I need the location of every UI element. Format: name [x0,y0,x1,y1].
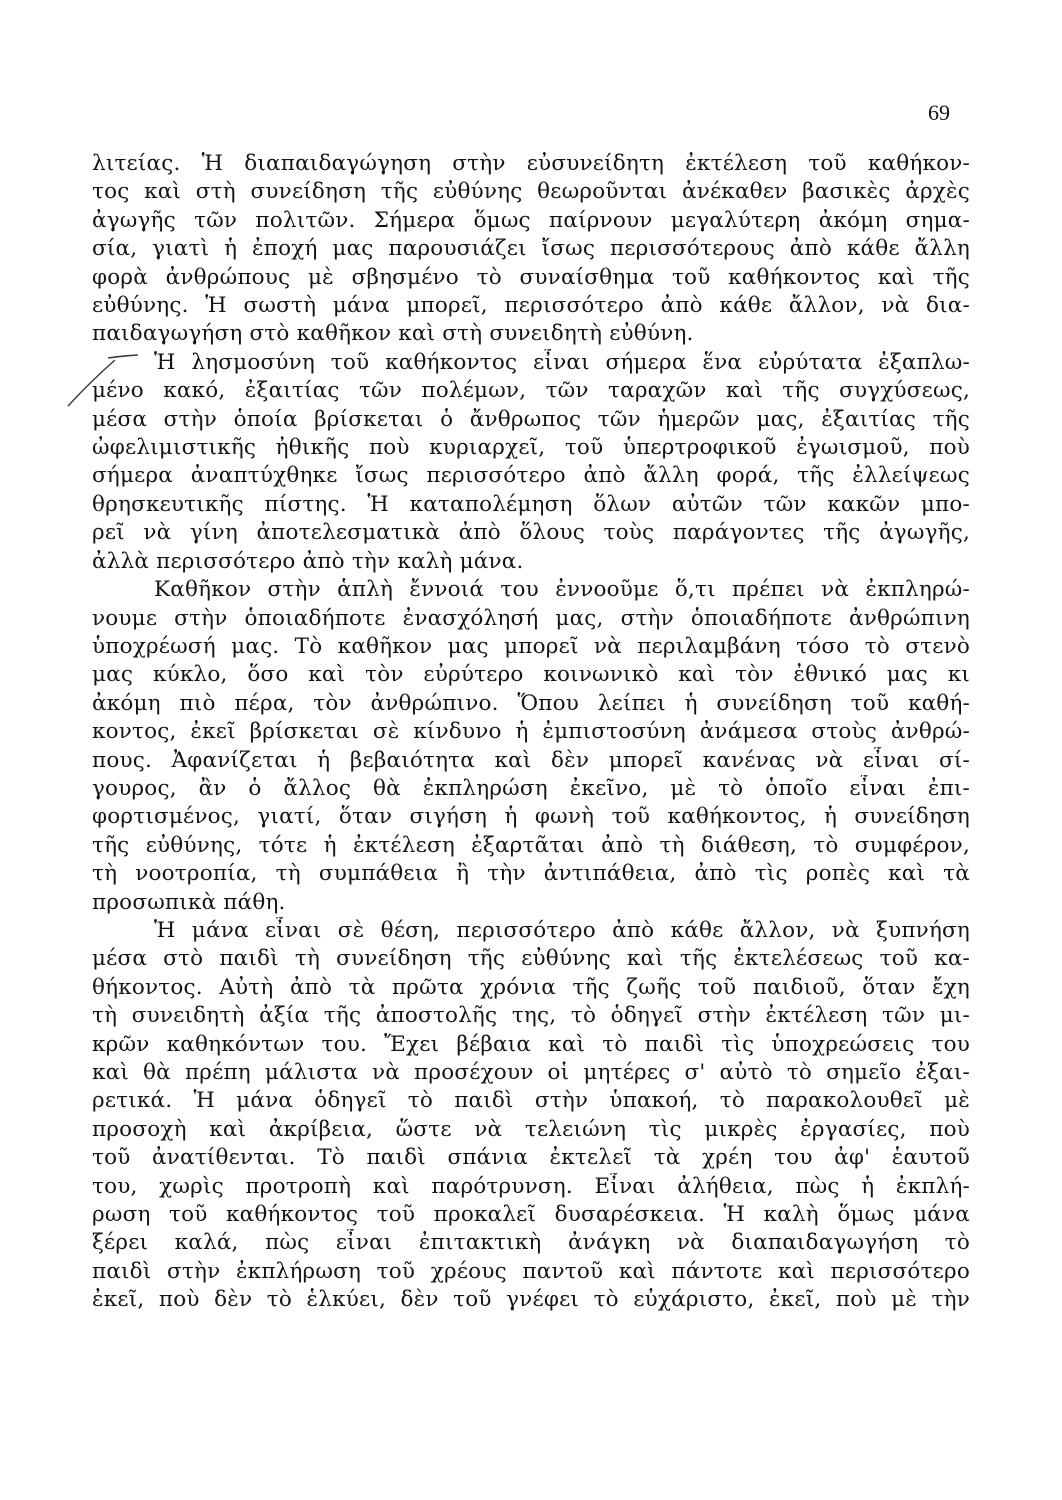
text-line: του, χωρὶς προτροπὴ καὶ παρότρυνση. Εἶναι ἀλήθεια, πὼς ἡ ἐκπλή- [92,1173,970,1199]
text-line: μέσα στὸ παιδὶ τὴ συνείδηση τῆς εὐθύνης καὶ τῆς ἐκτελέσεως τοῦ κα- [92,946,970,972]
text-line: λιτείας. Ἡ διαπαιδαγώγηση στὴν εὐσυνείδητη ἐκτέλεση τοῦ καθήκον- [92,151,970,176]
text-line: νουμε στὴν ὁποιαδήποτε ἐνασχόλησή μας, στὴν ὁποιαδήποτε ἀνθρώπινη [92,605,970,631]
text-line: ξέρει καλά, πὼς εἶναι ἐπιτακτικὴ ἀνάγκη νὰ διαπαιδαγωγήση τὸ [92,1230,970,1256]
text-line: καὶ θὰ πρέπη μάλιστα νὰ προσέχουν οἱ μητέρες σ' αὐτὸ τὸ σημεῖο ἐξαι- [92,1060,970,1085]
text-line: ἐκεῖ, ποὺ δὲν τὸ ἑλκύει, δὲν τοῦ γνέφει τὸ εὐχάριστο, ἐκεῖ, ποὺ μὲ τὴν [92,1287,970,1313]
body-text [92,150,970,1315]
text-line: Καθῆκον στὴν ἁπλὴ ἔννοιά του ἐννοοῦμε ὅ,τι πρέπει νὰ ἐκπληρώ- [154,577,970,603]
text-line: τῆς εὐθύνης, τότε ἡ ἐκτέλεση ἐξαρτᾶται ἀπὸ τὴ διάθεση, τὸ συμφέρον, [92,832,970,858]
text-line: ρωση τοῦ καθήκοντος τοῦ προκαλεῖ δυσαρέσκεια. Ἡ καλὴ ὅμως μάνα [92,1202,970,1228]
text-line: φορὰ ἀνθρώπους μὲ σβησμένο τὸ συναίσθημα τοῦ καθήκοντος καὶ τῆς [92,264,970,290]
text-line: ἀκόμη πιὸ πέρα, τὸν ἀνθρώπινο. Ὅπου λείπει ἡ συνείδηση τοῦ καθή- [92,690,970,716]
text-line: γουρος, ἂν ὁ ἄλλος θὰ ἐκπληρώση ἐκεῖνο, μὲ τὸ ὁποῖο εἶναι ἐπι- [92,775,970,801]
text-line: Ἡ μάνα εἶναι σὲ θέση, περισσότερο ἀπὸ κάθε ἄλλον, νὰ ξυπνήση [154,917,970,943]
text-line: τοῦ ἀνατίθενται. Τὸ παιδὶ σπάνια ἐκτελεῖ τὰ χρέη του ἀφ' ἑαυτοῦ [92,1145,970,1171]
text-line: ὑποχρέωσή μας. Τὸ καθῆκον μας μπορεῖ νὰ περιλαμβάνη τόσο τὸ στενὸ [92,633,970,659]
text-line: κρῶν καθηκόντων του. Ἔχει βέβαια καὶ τὸ παιδὶ τὶς ὑποχρεώσεις του [92,1031,970,1057]
text-line: θρησκευτικῆς πίστης. Ἡ καταπολέμηση ὅλων αὐτῶν τῶν κακῶν μπο- [92,491,970,517]
text-line: προσοχὴ καὶ ἀκρίβεια, ὥστε νὰ τελειώνη τὶς μικρὲς ἐργασίες, ποὺ [92,1116,970,1142]
text-line: κοντος, ἐκεῖ βρίσκεται σὲ κίνδυνο ἡ ἐμπιστοσύνη ἀνάμεσα στοὺς ἀνθρώ- [92,719,970,745]
text-line: ὠφελιμιστικῆς ἠθικῆς ποὺ κυριαρχεῖ, τοῦ ὑπερτροφικοῦ ἐγωισμοῦ, ποὺ [92,435,970,461]
text-line: Ἡ λησμοσύνη τοῦ καθήκοντος εἶναι σήμερα ἕνα εὐρύτατα ἐξαπλω- [154,349,970,375]
text-line: ρεῖ νὰ γίνη ἀποτελεσματικὰ ἀπὸ ὅλους τοὺς παράγοντες τῆς ἀγωγῆς, [92,520,970,546]
text-line: ἀλλὰ περισσότερο ἀπὸ τὴν καλὴ μάνα. [92,548,524,574]
page-number: 69 [928,100,950,125]
text-line: μας κύκλο, ὅσο καὶ τὸν εὐρύτερο κοινωνικὸ καὶ τὸν ἐθνικό μας κι [92,662,970,688]
text-line: θήκοντος. Αὐτὴ ἀπὸ τὰ πρῶτα χρόνια τῆς ζωῆς τοῦ παιδιοῦ, ὅταν ἔχη [92,974,970,1000]
text-line: ἀγωγῆς τῶν πολιτῶν. Σήμερα ὅμως παίρνουν μεγαλύτερη ἀκόμη σημα- [92,207,970,233]
text-line: τὴ συνειδητὴ ἀξία τῆς ἀποστολῆς της, τὸ ὁδηγεῖ στὴν ἐκτέλεση τῶν μι- [92,1003,970,1029]
text-line: ρετικά. Ἡ μάνα ὁδηγεῖ τὸ παιδὶ στὴν ὑπακοή, τὸ παρακολουθεῖ μὲ [92,1088,970,1114]
text-line: τος καὶ στὴ συνείδηση τῆς εὐθύνης θεωροῦνται ἀνέκαθεν βασικὲς ἀρχὲς [92,179,970,205]
text-line: παιδαγωγήση στὸ καθῆκον καὶ στὴ συνειδητὴ εὐθύνη. [92,321,694,347]
text-line: μέσα στὴν ὁποία βρίσκεται ὁ ἄνθρωπος τῶν ἡμερῶν μας, ἐξαιτίας τῆς [92,406,970,432]
text-line: σήμερα ἀναπτύχθηκε ἴσως περισσότερο ἀπὸ ἄλλη φορά, τῆς ἐλλείψεως [92,463,970,489]
text-line: εὐθύνης. Ἡ σωστὴ μάνα μπορεῖ, περισσότερο ἀπὸ κάθε ἄλλον, νὰ δια- [92,293,970,319]
text-line: πους. Ἀφανίζεται ἡ βεβαιότητα καὶ δὲν μπορεῖ κανένας νὰ εἶναι σί- [92,747,970,773]
text-line: σία, γιατὶ ἡ ἐποχή μας παρουσιάζει ἴσως περισσότερους ἀπὸ κάθε ἄλλη [92,236,970,262]
text-line: παιδὶ στὴν ἐκπλήρωση τοῦ χρέους παντοῦ καὶ πάντοτε καὶ περισσότερο [92,1258,970,1284]
text-line: μένο κακό, ἐξαιτίας τῶν πολέμων, τῶν ταραχῶν καὶ τῆς συγχύσεως, [92,378,970,404]
text-line: τὴ νοοτροπία, τὴ συμπάθεια ἢ τὴν ἀντιπάθεια, ἀπὸ τὶς ροπὲς καὶ τὰ [92,861,970,887]
text-line: φορτισμένος, γιατί, ὅταν σιγήση ἡ φωνὴ τοῦ καθήκοντος, ἡ συνείδηση [92,804,970,830]
text-line: προσωπικὰ πάθη. [92,889,286,915]
